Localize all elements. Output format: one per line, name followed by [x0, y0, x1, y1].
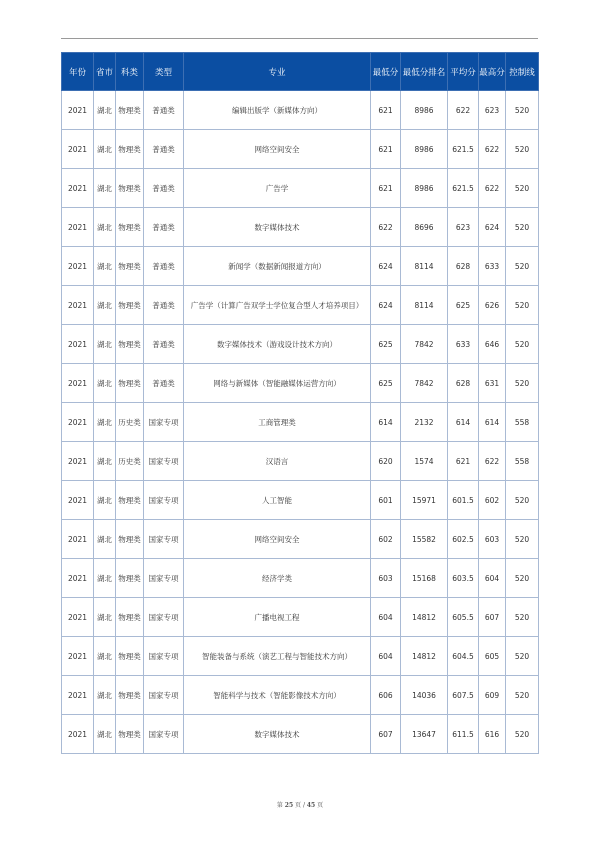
- cell-major: 数字媒体技术（游戏设计技术方向）: [184, 325, 371, 364]
- cell-min-score: 601: [371, 481, 401, 520]
- column-header-major: 专业: [184, 53, 371, 91]
- column-header-type: 类型: [144, 53, 184, 91]
- cell-control-line: 520: [506, 325, 539, 364]
- cell-major: 工商管理类: [184, 403, 371, 442]
- cell-control-line: 520: [506, 130, 539, 169]
- cell-control-line: 520: [506, 208, 539, 247]
- cell-min-score: 604: [371, 637, 401, 676]
- cell-min-rank: 14812: [401, 598, 448, 637]
- current-page: 25: [284, 802, 294, 809]
- cell-min-rank: 7842: [401, 364, 448, 403]
- cell-province: 湖北: [94, 637, 116, 676]
- footer-middle: 页 /: [293, 802, 307, 809]
- cell-major: 数字媒体技术: [184, 208, 371, 247]
- cell-year: 2021: [62, 715, 94, 754]
- cell-subject: 物理类: [116, 286, 144, 325]
- cell-control-line: 520: [506, 364, 539, 403]
- cell-max-score: 624: [479, 208, 506, 247]
- cell-min-score: 602: [371, 520, 401, 559]
- cell-min-score: 622: [371, 208, 401, 247]
- cell-year: 2021: [62, 559, 94, 598]
- cell-min-rank: 1574: [401, 442, 448, 481]
- cell-avg-score: 622: [448, 91, 479, 130]
- cell-type: 国家专项: [144, 637, 184, 676]
- cell-subject: 物理类: [116, 637, 144, 676]
- cell-control-line: 520: [506, 169, 539, 208]
- cell-min-rank: 8696: [401, 208, 448, 247]
- column-header-min-score: 最低分: [371, 53, 401, 91]
- cell-major: 人工智能: [184, 481, 371, 520]
- cell-year: 2021: [62, 364, 94, 403]
- cell-major: 广播电视工程: [184, 598, 371, 637]
- cell-subject: 物理类: [116, 481, 144, 520]
- cell-control-line: 520: [506, 286, 539, 325]
- cell-type: 国家专项: [144, 559, 184, 598]
- cell-major: 智能科学与技术（智能影像技术方向）: [184, 676, 371, 715]
- cell-province: 湖北: [94, 715, 116, 754]
- table-body: [62, 91, 539, 754]
- footer-prefix: 第: [276, 802, 285, 809]
- cell-province: 湖北: [94, 442, 116, 481]
- cell-subject: 物理类: [116, 676, 144, 715]
- cell-control-line: 520: [506, 559, 539, 598]
- cell-type: 普通类: [144, 286, 184, 325]
- cell-control-line: 520: [506, 637, 539, 676]
- cell-major: 智能装备与系统（演艺工程与智能技术方向）: [184, 637, 371, 676]
- cell-subject: 物理类: [116, 169, 144, 208]
- cell-type: 普通类: [144, 247, 184, 286]
- cell-province: 湖北: [94, 169, 116, 208]
- cell-major: 编辑出版学（新媒体方向）: [184, 91, 371, 130]
- cell-province: 湖北: [94, 208, 116, 247]
- cell-max-score: 602: [479, 481, 506, 520]
- cell-avg-score: 607.5: [448, 676, 479, 715]
- cell-max-score: 626: [479, 286, 506, 325]
- cell-province: 湖北: [94, 364, 116, 403]
- cell-control-line: 520: [506, 520, 539, 559]
- footer-suffix: 页: [315, 802, 324, 809]
- cell-year: 2021: [62, 676, 94, 715]
- cell-type: 普通类: [144, 208, 184, 247]
- cell-year: 2021: [62, 169, 94, 208]
- table-row: [62, 559, 539, 598]
- cell-min-rank: 8986: [401, 130, 448, 169]
- cell-max-score: 633: [479, 247, 506, 286]
- cell-max-score: 622: [479, 169, 506, 208]
- cell-max-score: 622: [479, 442, 506, 481]
- table-row: [62, 598, 539, 637]
- cell-min-score: 607: [371, 715, 401, 754]
- cell-major: 广告学（计算广告双学士学位复合型人才培养项目）: [184, 286, 371, 325]
- cell-min-score: 621: [371, 91, 401, 130]
- cell-province: 湖北: [94, 520, 116, 559]
- cell-type: 普通类: [144, 130, 184, 169]
- cell-year: 2021: [62, 130, 94, 169]
- cell-major: 广告学: [184, 169, 371, 208]
- cell-type: 国家专项: [144, 442, 184, 481]
- cell-min-score: 624: [371, 247, 401, 286]
- cell-province: 湖北: [94, 559, 116, 598]
- cell-control-line: 520: [506, 715, 539, 754]
- table-row: [62, 169, 539, 208]
- admission-scores-table: [61, 52, 539, 754]
- cell-major: 网络空间安全: [184, 130, 371, 169]
- column-header-province: 省市: [94, 53, 116, 91]
- cell-year: 2021: [62, 520, 94, 559]
- cell-year: 2021: [62, 247, 94, 286]
- cell-province: 湖北: [94, 91, 116, 130]
- cell-subject: 物理类: [116, 520, 144, 559]
- cell-province: 湖北: [94, 247, 116, 286]
- cell-max-score: 631: [479, 364, 506, 403]
- table-row: [62, 247, 539, 286]
- table-row: [62, 91, 539, 130]
- table-header-row: [62, 53, 539, 91]
- cell-min-rank: 15168: [401, 559, 448, 598]
- cell-province: 湖北: [94, 325, 116, 364]
- cell-subject: 物理类: [116, 364, 144, 403]
- cell-avg-score: 605.5: [448, 598, 479, 637]
- cell-min-score: 620: [371, 442, 401, 481]
- cell-type: 普通类: [144, 364, 184, 403]
- cell-max-score: 622: [479, 130, 506, 169]
- cell-year: 2021: [62, 637, 94, 676]
- cell-avg-score: 625: [448, 286, 479, 325]
- cell-year: 2021: [62, 286, 94, 325]
- cell-min-rank: 15582: [401, 520, 448, 559]
- cell-min-score: 606: [371, 676, 401, 715]
- cell-subject: 历史类: [116, 403, 144, 442]
- cell-min-rank: 8986: [401, 169, 448, 208]
- cell-min-rank: 14036: [401, 676, 448, 715]
- cell-type: 国家专项: [144, 481, 184, 520]
- cell-subject: 物理类: [116, 559, 144, 598]
- cell-max-score: 604: [479, 559, 506, 598]
- cell-min-score: 614: [371, 403, 401, 442]
- table-row: [62, 637, 539, 676]
- table-row: [62, 715, 539, 754]
- cell-major: 网络与新媒体（智能融媒体运营方向）: [184, 364, 371, 403]
- cell-type: 国家专项: [144, 520, 184, 559]
- cell-control-line: 558: [506, 403, 539, 442]
- cell-major: 数字媒体技术: [184, 715, 371, 754]
- table-row: [62, 676, 539, 715]
- cell-control-line: 520: [506, 481, 539, 520]
- cell-control-line: 520: [506, 91, 539, 130]
- table-row: [62, 364, 539, 403]
- cell-type: 普通类: [144, 325, 184, 364]
- cell-subject: 物理类: [116, 715, 144, 754]
- cell-subject: 物理类: [116, 208, 144, 247]
- cell-min-score: 621: [371, 169, 401, 208]
- table-row: [62, 208, 539, 247]
- cell-min-rank: 8114: [401, 247, 448, 286]
- column-header-avg-score: 平均分: [448, 53, 479, 91]
- cell-province: 湖北: [94, 481, 116, 520]
- cell-avg-score: 621: [448, 442, 479, 481]
- cell-province: 湖北: [94, 130, 116, 169]
- total-pages: 45: [306, 802, 316, 809]
- cell-avg-score: 604.5: [448, 637, 479, 676]
- cell-type: 普通类: [144, 91, 184, 130]
- cell-year: 2021: [62, 481, 94, 520]
- table-row: [62, 130, 539, 169]
- cell-max-score: 616: [479, 715, 506, 754]
- cell-max-score: 605: [479, 637, 506, 676]
- column-header-max-score: 最高分: [479, 53, 506, 91]
- cell-type: 国家专项: [144, 676, 184, 715]
- cell-min-rank: 8114: [401, 286, 448, 325]
- cell-max-score: 646: [479, 325, 506, 364]
- table-row: [62, 286, 539, 325]
- cell-subject: 物理类: [116, 91, 144, 130]
- cell-avg-score: 601.5: [448, 481, 479, 520]
- column-header-control-line: 控制线: [506, 53, 539, 91]
- cell-min-rank: 7842: [401, 325, 448, 364]
- table-row: [62, 481, 539, 520]
- top-rule: [61, 38, 538, 39]
- cell-min-rank: 15971: [401, 481, 448, 520]
- cell-control-line: 520: [506, 676, 539, 715]
- cell-major: 网络空间安全: [184, 520, 371, 559]
- cell-max-score: 603: [479, 520, 506, 559]
- cell-year: 2021: [62, 403, 94, 442]
- cell-type: 普通类: [144, 169, 184, 208]
- cell-avg-score: 633: [448, 325, 479, 364]
- table-row: [62, 442, 539, 481]
- table-row: [62, 403, 539, 442]
- cell-min-rank: 8986: [401, 91, 448, 130]
- cell-avg-score: 614: [448, 403, 479, 442]
- table-row: [62, 325, 539, 364]
- table-row: [62, 520, 539, 559]
- cell-max-score: 623: [479, 91, 506, 130]
- cell-avg-score: 602.5: [448, 520, 479, 559]
- cell-max-score: 607: [479, 598, 506, 637]
- cell-major: 新闻学（数据新闻报道方向）: [184, 247, 371, 286]
- cell-min-score: 625: [371, 325, 401, 364]
- cell-subject: 物理类: [116, 130, 144, 169]
- cell-control-line: 520: [506, 598, 539, 637]
- cell-control-line: 558: [506, 442, 539, 481]
- cell-province: 湖北: [94, 286, 116, 325]
- cell-min-score: 621: [371, 130, 401, 169]
- cell-major: 汉语言: [184, 442, 371, 481]
- cell-year: 2021: [62, 325, 94, 364]
- cell-min-score: 625: [371, 364, 401, 403]
- cell-avg-score: 621.5: [448, 169, 479, 208]
- cell-min-score: 603: [371, 559, 401, 598]
- cell-control-line: 520: [506, 247, 539, 286]
- cell-subject: 物理类: [116, 247, 144, 286]
- cell-min-rank: 2132: [401, 403, 448, 442]
- column-header-min-rank: 最低分排名: [401, 53, 448, 91]
- cell-avg-score: 628: [448, 364, 479, 403]
- cell-min-rank: 14812: [401, 637, 448, 676]
- cell-avg-score: 603.5: [448, 559, 479, 598]
- cell-subject: 历史类: [116, 442, 144, 481]
- cell-province: 湖北: [94, 598, 116, 637]
- cell-avg-score: 623: [448, 208, 479, 247]
- cell-year: 2021: [62, 442, 94, 481]
- cell-subject: 物理类: [116, 325, 144, 364]
- column-header-year: 年份: [62, 53, 94, 91]
- cell-major: 经济学类: [184, 559, 371, 598]
- cell-avg-score: 611.5: [448, 715, 479, 754]
- cell-min-score: 604: [371, 598, 401, 637]
- cell-type: 国家专项: [144, 715, 184, 754]
- cell-min-score: 624: [371, 286, 401, 325]
- cell-province: 湖北: [94, 403, 116, 442]
- cell-year: 2021: [62, 91, 94, 130]
- column-header-subject: 科类: [116, 53, 144, 91]
- cell-type: 国家专项: [144, 403, 184, 442]
- cell-max-score: 614: [479, 403, 506, 442]
- cell-year: 2021: [62, 598, 94, 637]
- cell-type: 国家专项: [144, 598, 184, 637]
- cell-province: 湖北: [94, 676, 116, 715]
- cell-max-score: 609: [479, 676, 506, 715]
- cell-avg-score: 621.5: [448, 130, 479, 169]
- cell-avg-score: 628: [448, 247, 479, 286]
- cell-year: 2021: [62, 208, 94, 247]
- cell-subject: 物理类: [116, 598, 144, 637]
- page-footer: [0, 800, 600, 809]
- cell-min-rank: 13647: [401, 715, 448, 754]
